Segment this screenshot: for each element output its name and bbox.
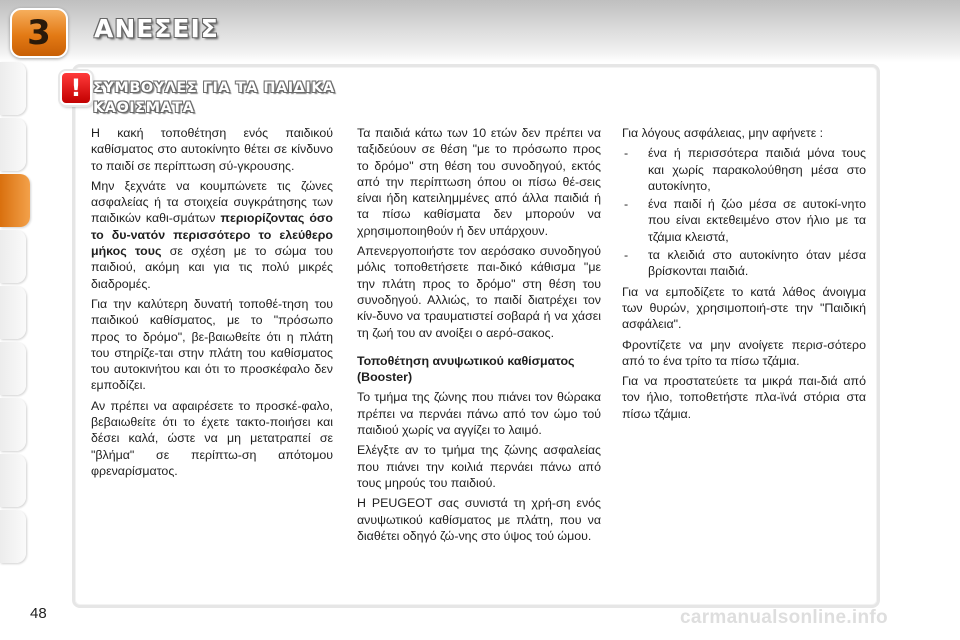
paragraph: Για να προστατεύετε τα μικρά παι-διά από τον ήλιο, τοποθετήστε πλα-ϊνά στόρια στα πίσω τζάμια. xyxy=(622,374,866,421)
paragraph: Για την καλύτερη δυνατή τοποθέ-τηση του παιδικού καθίσματος, με το "πρόσωπο προς το δρόμο", βε-βαιωθείτε ότι η πλάτη του στηρίζε-ται στην πλάτη του καθίσματος του αυτοκινήτου και ότι το προσκέφαλο δεν εμποδίζει. xyxy=(91,296,333,393)
section-heading-line-2: ΚΑΘΙΣΜΑΤΑ xyxy=(93,100,195,116)
list-item-text: ένα ή περισσότερα παιδιά μόνα τους και χωρίς παρακολούθηση μέσα στο αυτοκίνητο, xyxy=(648,146,866,193)
text-span: σε σχέση με το σώμα του παιδιού, ακόμη και για τις πολύ μικρές διαδρομές. xyxy=(91,244,333,291)
side-tab-7[interactable] xyxy=(0,398,26,451)
chapter-number-badge xyxy=(10,8,68,58)
side-tab-3-active[interactable] xyxy=(0,174,30,227)
paragraph: Αν πρέπει να αφαιρέσετε το προσκέ-φαλο, βεβαιωθείτε ότι το έχετε τακτο-ποιήσει και δέσει καλά, ώστε να μη μετατραπεί σε "βλήμα" σε περίπτω-ση απότομου φρεναρίσματος. xyxy=(91,398,333,478)
warning-icon xyxy=(60,71,92,105)
list-item xyxy=(622,196,866,245)
dash-bullet: - xyxy=(624,248,629,263)
section-heading xyxy=(93,78,393,118)
paragraph: Ελέγξτε αν το τμήμα της ζώνης ασφαλείας που πιάνει την κοιλιά περνάει πάνω από τους μηρούς του παιδιού. xyxy=(357,443,601,490)
section-heading-line-1: ΣΥΜΒΟΥΛΕΣ ΓΙΑ ΤΑ ΠΑΙΔΙΚΑ xyxy=(93,80,335,96)
chapter-number: 3 xyxy=(27,13,51,53)
side-tab-1[interactable] xyxy=(0,62,26,115)
warning-symbol: ! xyxy=(70,74,82,102)
side-tab-5[interactable] xyxy=(0,286,26,339)
paragraph: Για λόγους ασφάλειας, μην αφήνετε : xyxy=(622,126,824,140)
list-item-text: τα κλειδιά στο αυτοκίνητο όταν μέσα βρίσκονται παιδιά. xyxy=(648,248,866,279)
side-tab-6[interactable] xyxy=(0,342,26,395)
watermark: carmanualsonline.info xyxy=(680,607,888,628)
list-item xyxy=(622,145,866,194)
paragraph: Τα παιδιά κάτω των 10 ετών δεν πρέπει να ταξιδεύουν σε θέση "με το πρόσωπο προς το δρόμο" στη θέση του συνοδηγού, εκτός από την περίπτωση όπου οι πίσω θέ-σεις είναι ήδη κατειλημμένες από άλλα παιδιά ή τα πίσω καθίσματα δεν μπορούν να χρησιμοποιηθούν ή δεν υπάρχουν. xyxy=(357,126,601,238)
paragraph: Το τμήμα της ζώνης που πιάνει τον θώρακα πρέπει να περνάει πάνω από τον ώμο τού παιδιού χωρίς να αγγίζει το λαιμό. xyxy=(357,390,601,438)
side-tab-2[interactable] xyxy=(0,118,26,171)
side-tab-4[interactable] xyxy=(0,230,26,283)
side-tab-9[interactable] xyxy=(0,510,26,563)
paragraph: Απενεργοποιήστε τον αερόσακο συνοδηγού μόλις τοποθετήσετε παι-δικό κάθισμα "με την πλάτη προς το δρόμο" στη θέση του συνοδηγού. Αλλιώς, το παιδί διατρέχει τον κίν-δυνο να τραυματιστεί σοβαρά ή να χάσει τη ζωή του αν ανοίξει ο αερό-σακος. xyxy=(357,244,601,340)
side-tab-8[interactable] xyxy=(0,454,26,507)
dash-bullet: - xyxy=(624,197,629,212)
paragraph xyxy=(91,178,333,292)
text-column-3 xyxy=(622,125,866,426)
warning-list xyxy=(622,145,866,279)
subheading: Τοποθέτηση ανυψωτικού καθίσματος (Booster) xyxy=(357,353,575,385)
list-item-text: ένα παιδί ή ζώο μέσα σε αυτοκί-νητο που είναι εκτεθειμένο στον ήλιο με τα τζάμια κλειστά, xyxy=(648,197,866,244)
paragraph: Για να εμποδίζετε το κατά λάθος άνοιγμα των θυρών, χρησιμοποιή-στε την "Παιδική ασφάλεια". xyxy=(622,284,866,332)
text-column-1 xyxy=(91,125,333,483)
dash-bullet: - xyxy=(624,146,629,161)
bold-text: περιορίζοντας όσο το δυ-νατόν περισσότερο το ελεύθερο μήκος τους xyxy=(91,211,333,259)
paragraph: Η κακή τοποθέτηση ενός παιδικού καθίσματος στο αυτοκίνητο θέτει σε κίνδυνο το παιδί σε περίπτωση σύ-γκρουσης. xyxy=(91,126,333,173)
paragraph: Φροντίζετε να μην ανοίγετε περισ-σότερο από το ένα τρίτο τα πίσω τζάμια. xyxy=(622,337,866,368)
paragraph: Η PEUGEOT σας συνιστά τη χρή-ση ενός ανυψωτικού καθίσματος με πλάτη, που να διαθέτει οδηγό ζώ-νης στο ύψος τού ώμου. xyxy=(357,496,601,543)
page-number: 48 xyxy=(30,605,47,622)
chapter-title: ΑΝΕΣΕΙΣ xyxy=(94,14,219,43)
text-column-2 xyxy=(357,125,601,548)
text-span: Μην ξεχνάτε να κουμπώνετε τις ζώνες ασφαλείας ή τα στοιχεία συγκράτησης των παιδικών καθι-σμάτων xyxy=(91,178,333,226)
list-item xyxy=(622,247,866,280)
